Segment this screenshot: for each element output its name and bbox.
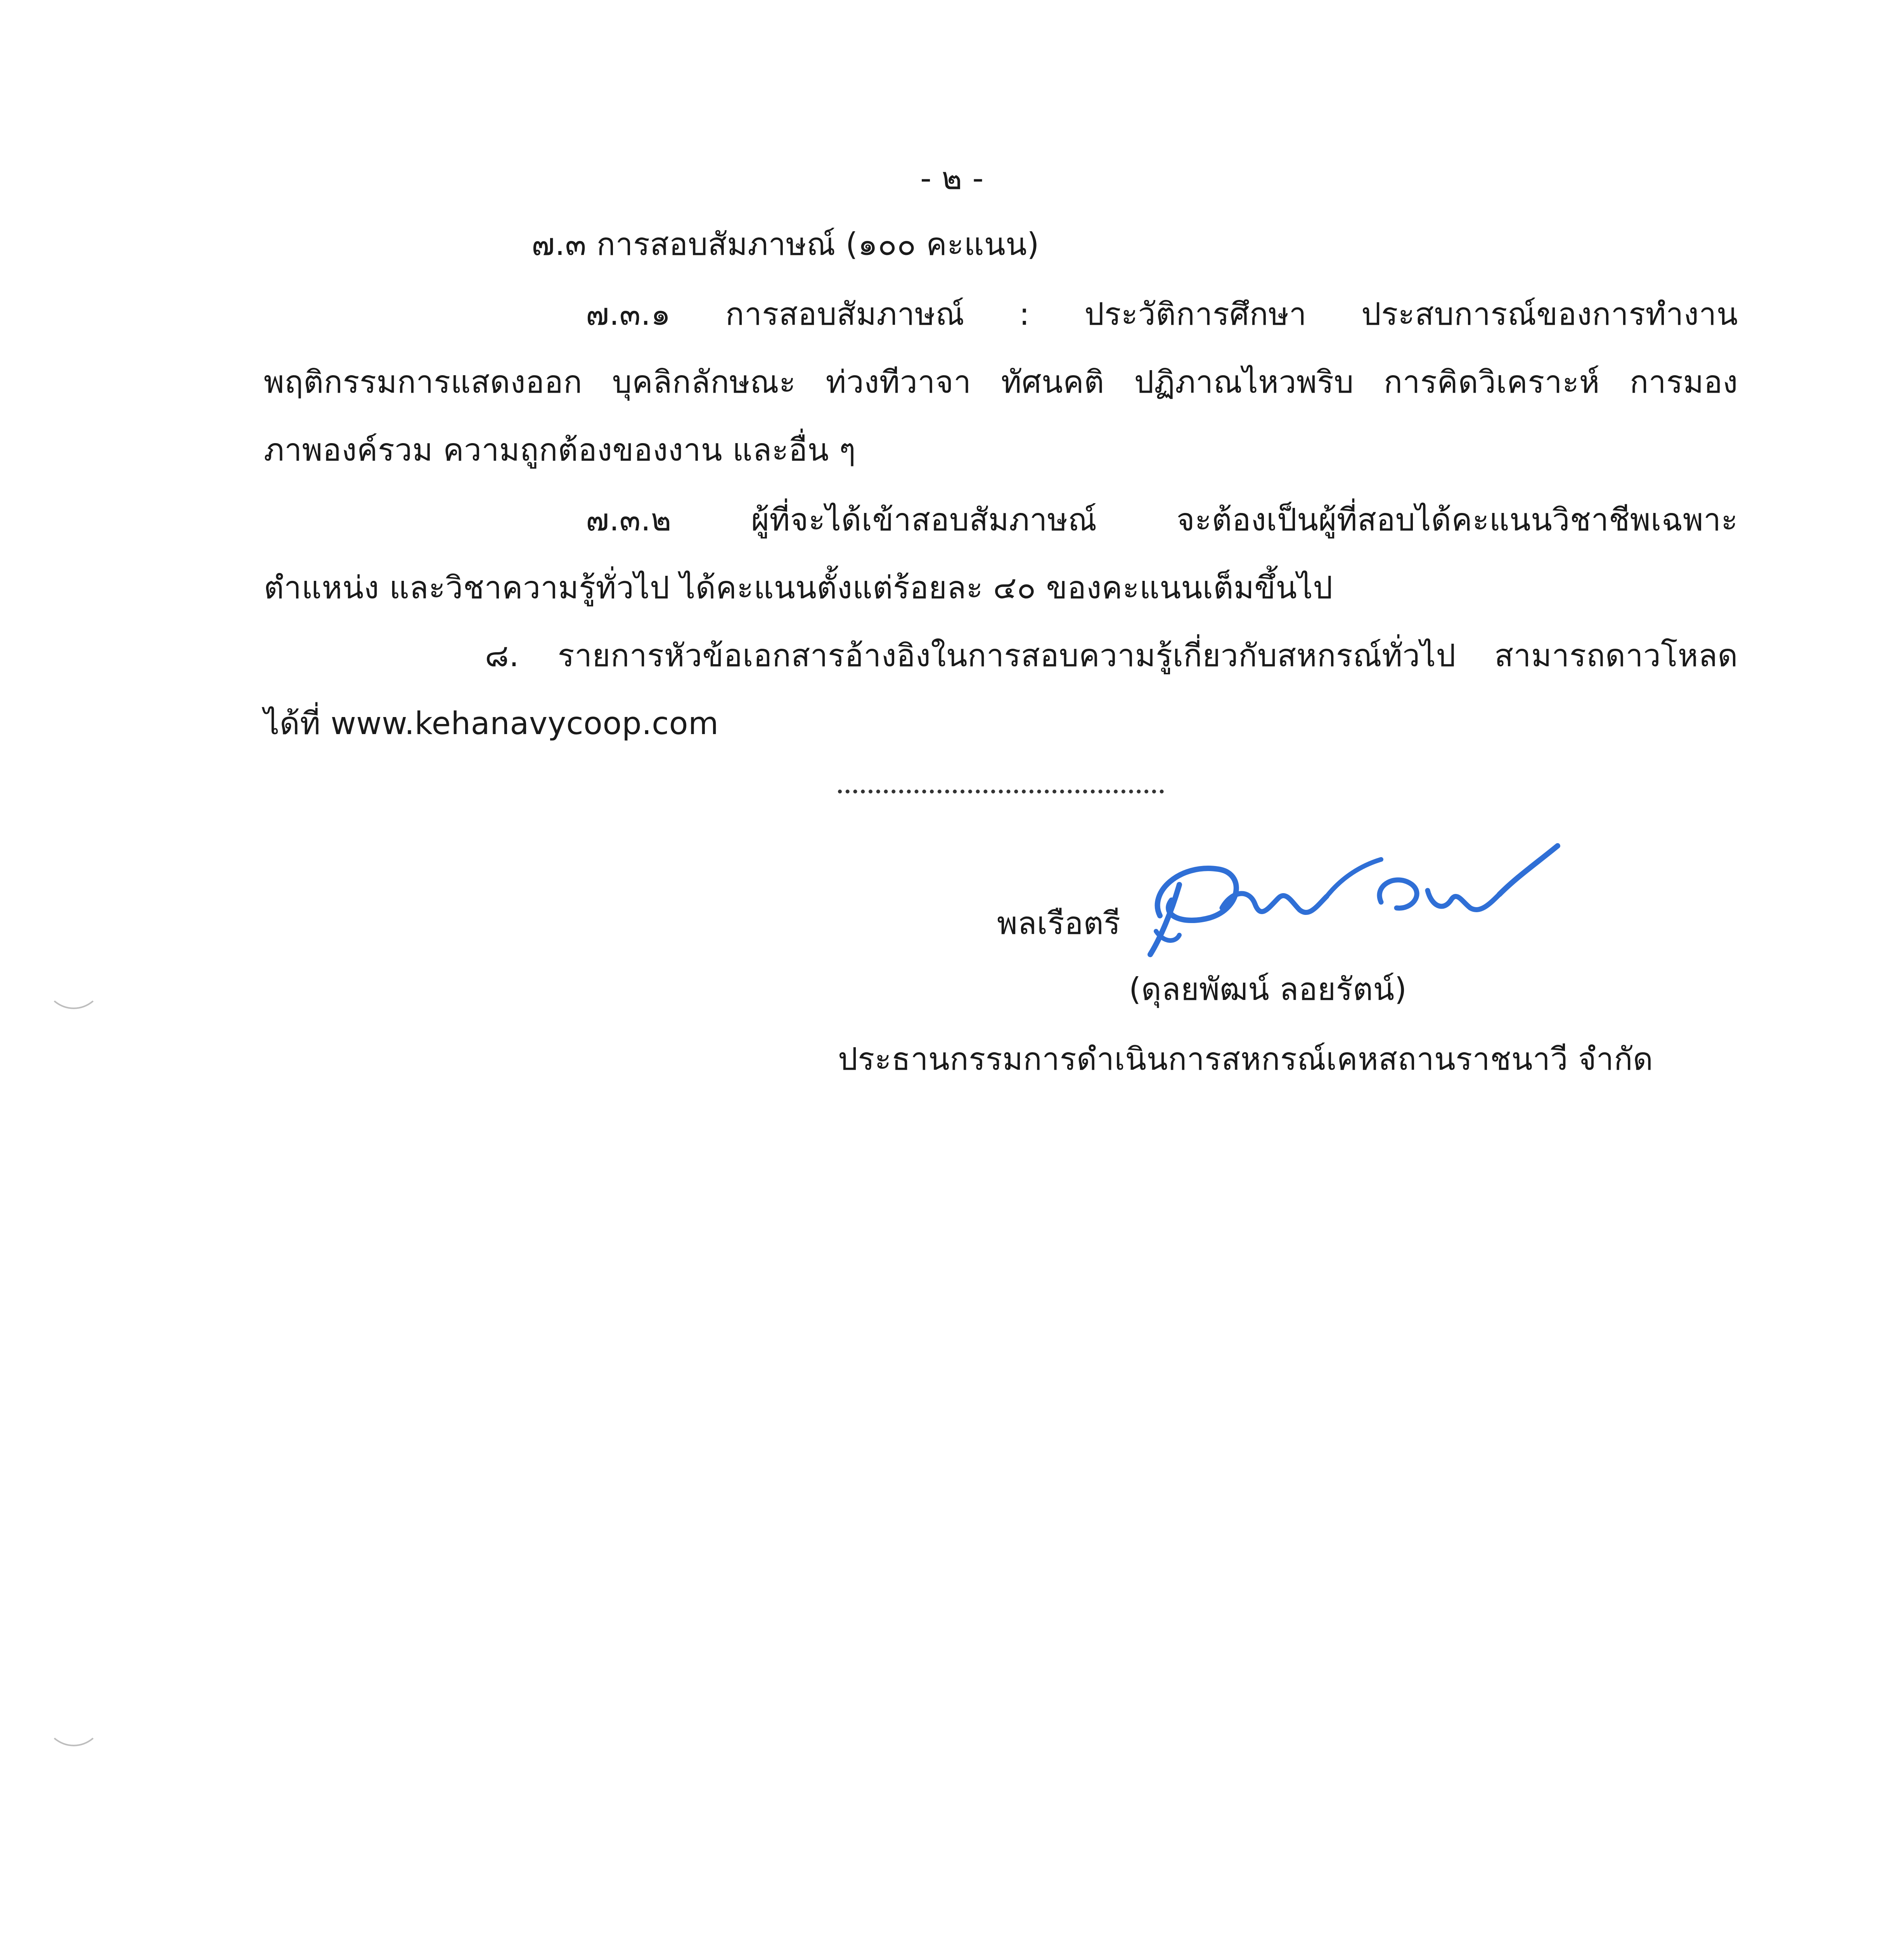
signatory-position: ประธานกรรมการดำเนินการสหกรณ์เคหสถานราชนาวี จำกัด <box>838 1041 1653 1077</box>
item-7-3-1-line-1: ๗.๓.๑ การสอบสัมภาษณ์ : ประวัติการศึกษา ประสบการณ์ของการทำงาน <box>586 296 1738 332</box>
page-number: - ๒ - <box>920 160 984 196</box>
hole-punch-mark-bottom <box>50 1730 97 1750</box>
item-7-3-2-line-1: ๗.๓.๒ ผู้ที่จะได้เข้าสอบสัมภาษณ์ จะต้องเป็นผู้ที่สอบได้คะแนนวิชาชีพเฉพาะ <box>586 502 1738 538</box>
signatory-rank: พลเรือตรี <box>997 905 1121 941</box>
section-7-3-heading: ๗.๓ การสอบสัมภาษณ์ (๑๐๐ คะแนน) <box>531 226 1039 262</box>
hole-punch-mark-top <box>50 993 97 1013</box>
dotted-separator <box>838 790 1164 793</box>
handwritten-signature <box>1133 826 1567 966</box>
section-8-line-2: ได้ที่ www.kehanavycoop.com <box>264 705 719 741</box>
section-8-line-1: ๘. รายการหัวข้อเอกสารอ้างอิงในการสอบความรู้เกี่ยวกับสหกรณ์ทั่วไป สามารถดาวโหลด <box>485 637 1738 674</box>
signatory-name: (ดุลยพัฒน์ ลอยรัตน์) <box>1129 971 1407 1007</box>
item-7-3-1-line-2: พฤติกรรมการแสดงออก บุคลิกลักษณะ ท่วงทีวาจา ทัศนคติ ปฏิภาณไหวพริบ การคิดวิเคราะห์ การมอง <box>264 364 1738 400</box>
item-7-3-2-line-2: ตำแหน่ง และวิชาความรู้ทั่วไป ได้คะแนนตั้งแต่ร้อยละ ๔๐ ของคะแนนเต็มขึ้นไป <box>264 570 1333 606</box>
item-7-3-1-line-3: ภาพองค์รวม ความถูกต้องของงาน และอื่น ๆ <box>264 432 856 468</box>
